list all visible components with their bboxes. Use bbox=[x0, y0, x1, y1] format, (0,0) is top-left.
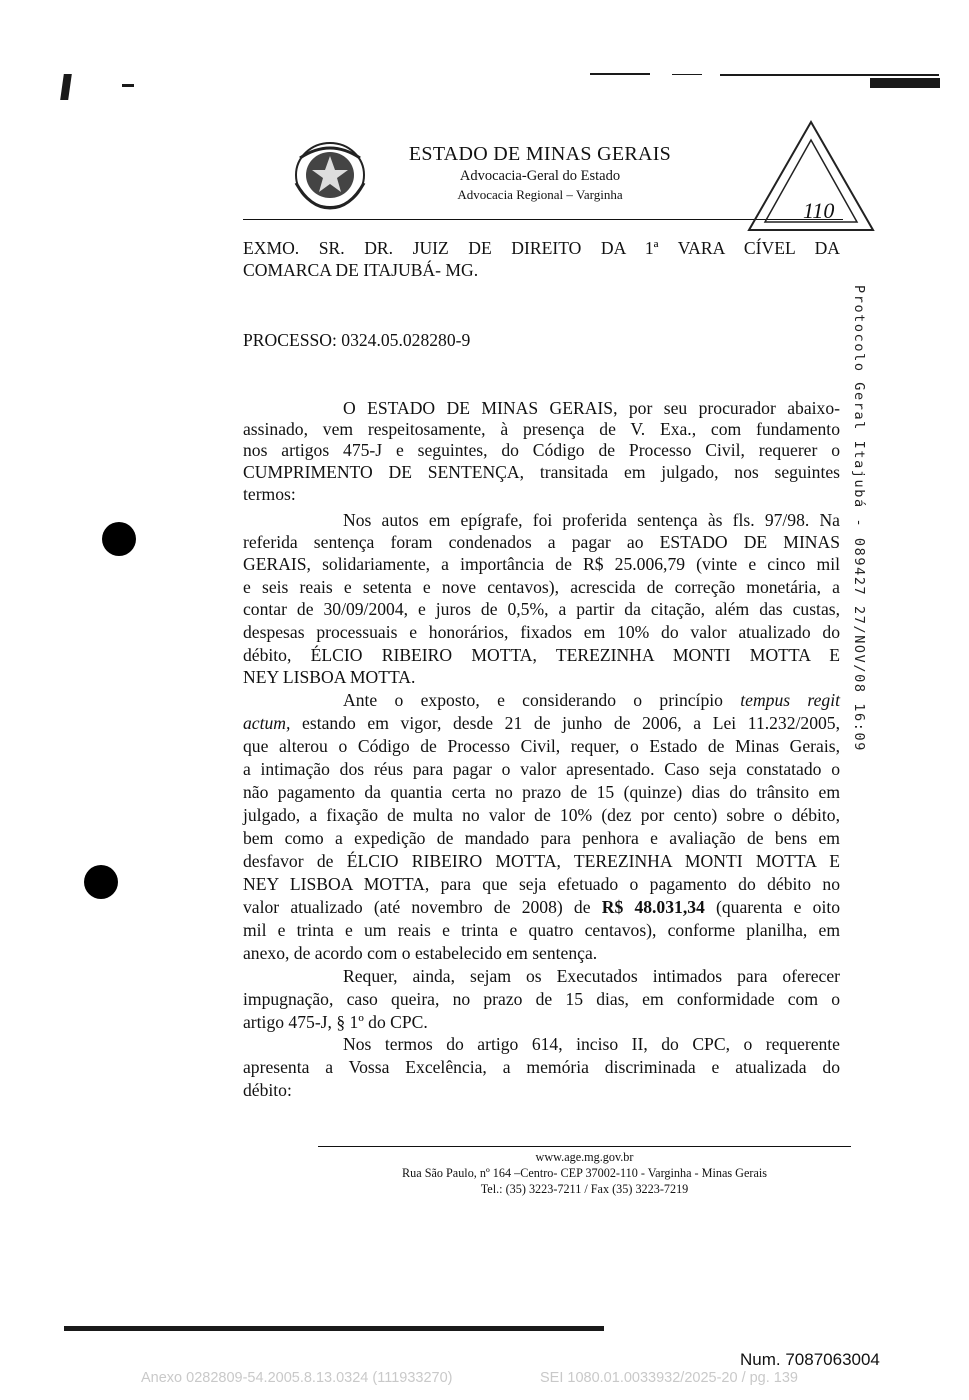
text-line: despesas processuais e honorários, fixados em 10% do valor atualizado do bbox=[243, 622, 840, 642]
text-line: desfavor de ÉLCIO RIBEIRO MOTTA, TEREZINHA MONTI MOTTA E bbox=[243, 851, 840, 871]
text-line: débito, ÉLCIO RIBEIRO MOTTA, TEREZINHA MONTI MOTTA E bbox=[243, 645, 840, 665]
text-line: referida sentença foram condenados a pagar ao ESTADO DE MINAS bbox=[243, 532, 840, 552]
footer-address: Rua São Paulo, nº 164 –Centro- CEP 37002-110 - Varginha - Minas Gerais bbox=[402, 1166, 767, 1180]
text-line: artigo 475-J, § 1º do CPC. bbox=[243, 1012, 428, 1032]
text-line: GERAIS, solidariamente, a importância de R$ 25.006,79 (vinte e cinco mil bbox=[243, 554, 840, 574]
text-line: julgado, a fixação de multa no valor de 10% (dez por cento) sobre o débito, bbox=[243, 805, 840, 825]
text-line: termos: bbox=[243, 484, 296, 504]
text-line: Nos autos em epígrafe, foi proferida sentença às fls. 97/98. Na bbox=[343, 510, 840, 530]
text-line: NEY LISBOA MOTTA. bbox=[243, 667, 416, 687]
text-line: actum, estando em vigor, desde 21 de junho de 2006, a Lei 11.232/2005, bbox=[243, 713, 841, 733]
text-line: Ante o exposto, e considerando o princípio tempus regit bbox=[343, 690, 840, 710]
addressee-line: EXMO. SR. DR. JUIZ DE DIREITO DA 1ª VARA CÍVEL DA bbox=[243, 238, 840, 258]
text-line: O ESTADO DE MINAS GERAIS, por seu procurador abaixo- bbox=[343, 398, 840, 418]
text-line: mil e trinta e um reais e trinta e quatro centavos), conforme planilha, em bbox=[243, 920, 840, 940]
annex-reference: Anexo 0282809-54.2005.8.13.0324 (111933270) bbox=[141, 1370, 453, 1386]
text-line: anexo, de acordo com o estabelecido em sentença. bbox=[243, 943, 598, 963]
text-line: nos artigos 475-J e seguintes, do Código de Processo Civil, requerer o bbox=[243, 440, 840, 460]
coat-of-arms-icon bbox=[290, 138, 370, 212]
scan-mark bbox=[60, 74, 72, 100]
text-line: impugnação, caso queira, no prazo de 15 dias, em conformidade com o bbox=[243, 989, 840, 1009]
scan-rule bbox=[720, 74, 939, 76]
text-line: apresenta a Vossa Excelência, a memória discriminada e atualizada do bbox=[243, 1057, 840, 1077]
text-line: débito: bbox=[243, 1080, 292, 1100]
text-line: NEY LISBOA MOTTA, para que seja efetuado o pagamento do débito no bbox=[243, 874, 840, 894]
text-line: Nos termos do artigo 614, inciso II, do CPC, o requerente bbox=[343, 1034, 840, 1054]
protocol-stamp bbox=[745, 118, 877, 238]
scan-rule bbox=[672, 74, 702, 75]
footer-phone: Tel.: (35) 3223-7211 / Fax (35) 3223-7219 bbox=[480, 1182, 689, 1196]
scan-rule bbox=[590, 73, 650, 75]
header-regional: Advocacia Regional – Varginha bbox=[457, 187, 623, 202]
header-state: ESTADO DE MINAS GERAIS bbox=[408, 143, 672, 165]
debt-amount: R$ 48.031,34 bbox=[601, 897, 705, 917]
scan-mark bbox=[122, 84, 134, 87]
text-line: não pagamento da quantia certa no prazo de 15 (quinze) dias do trânsito em bbox=[243, 782, 840, 802]
text-line: e seis reais e setenta e nove centavos), acrescida de correção monetária, a bbox=[243, 577, 840, 597]
text-line: CUMPRIMENTO DE SENTENÇA, transitada em julgado, nos seguintes bbox=[243, 462, 840, 482]
scan-bottom-rule bbox=[64, 1326, 604, 1331]
header-agency: Advocacia-Geral do Estado bbox=[459, 168, 621, 184]
text-line: contar de 30/09/2004, e juros de 0,5%, a partir da citação, além das custas, bbox=[243, 599, 840, 619]
punch-hole bbox=[102, 522, 136, 556]
text-line: Requer, ainda, sejam os Executados intimados para oferecer bbox=[343, 966, 840, 986]
addressee-line: COMARCA DE ITAJUBÁ- MG. bbox=[243, 260, 479, 280]
text-line: assinado, vem respeitosamente, à presença de V. Exa., com fundamento bbox=[243, 419, 840, 439]
sei-reference: SEI 1080.01.0033932/2025-20 / pg. 139 bbox=[540, 1370, 798, 1386]
scan-rule bbox=[870, 78, 940, 88]
footer-divider bbox=[318, 1146, 851, 1147]
text-line: valor atualizado (até novembro de 2008) de R$ 48.031,34 (quarenta e oito bbox=[243, 897, 841, 917]
process-number: PROCESSO: 0324.05.028280-9 bbox=[243, 330, 471, 350]
text-line: a intimação dos réus para pagar o valor apresentado. Caso seja constatado o bbox=[243, 759, 840, 779]
text-line: bem como a expedição de mandado para penhora e avaliação de bens em bbox=[243, 828, 840, 848]
footer-website: www.age.mg.gov.br bbox=[535, 1150, 634, 1164]
protocol-side-stamp: Protocolo Geral Itajubá - 089427 27/NOV/08 16:09 bbox=[851, 285, 867, 752]
text-line: que alterou o Código de Processo Civil, requer, o Estado de Minas Gerais, bbox=[243, 736, 840, 756]
stamp-number: 110 bbox=[803, 198, 835, 223]
punch-hole bbox=[84, 865, 118, 899]
document-number: Num. 7087063004 bbox=[740, 1350, 880, 1369]
